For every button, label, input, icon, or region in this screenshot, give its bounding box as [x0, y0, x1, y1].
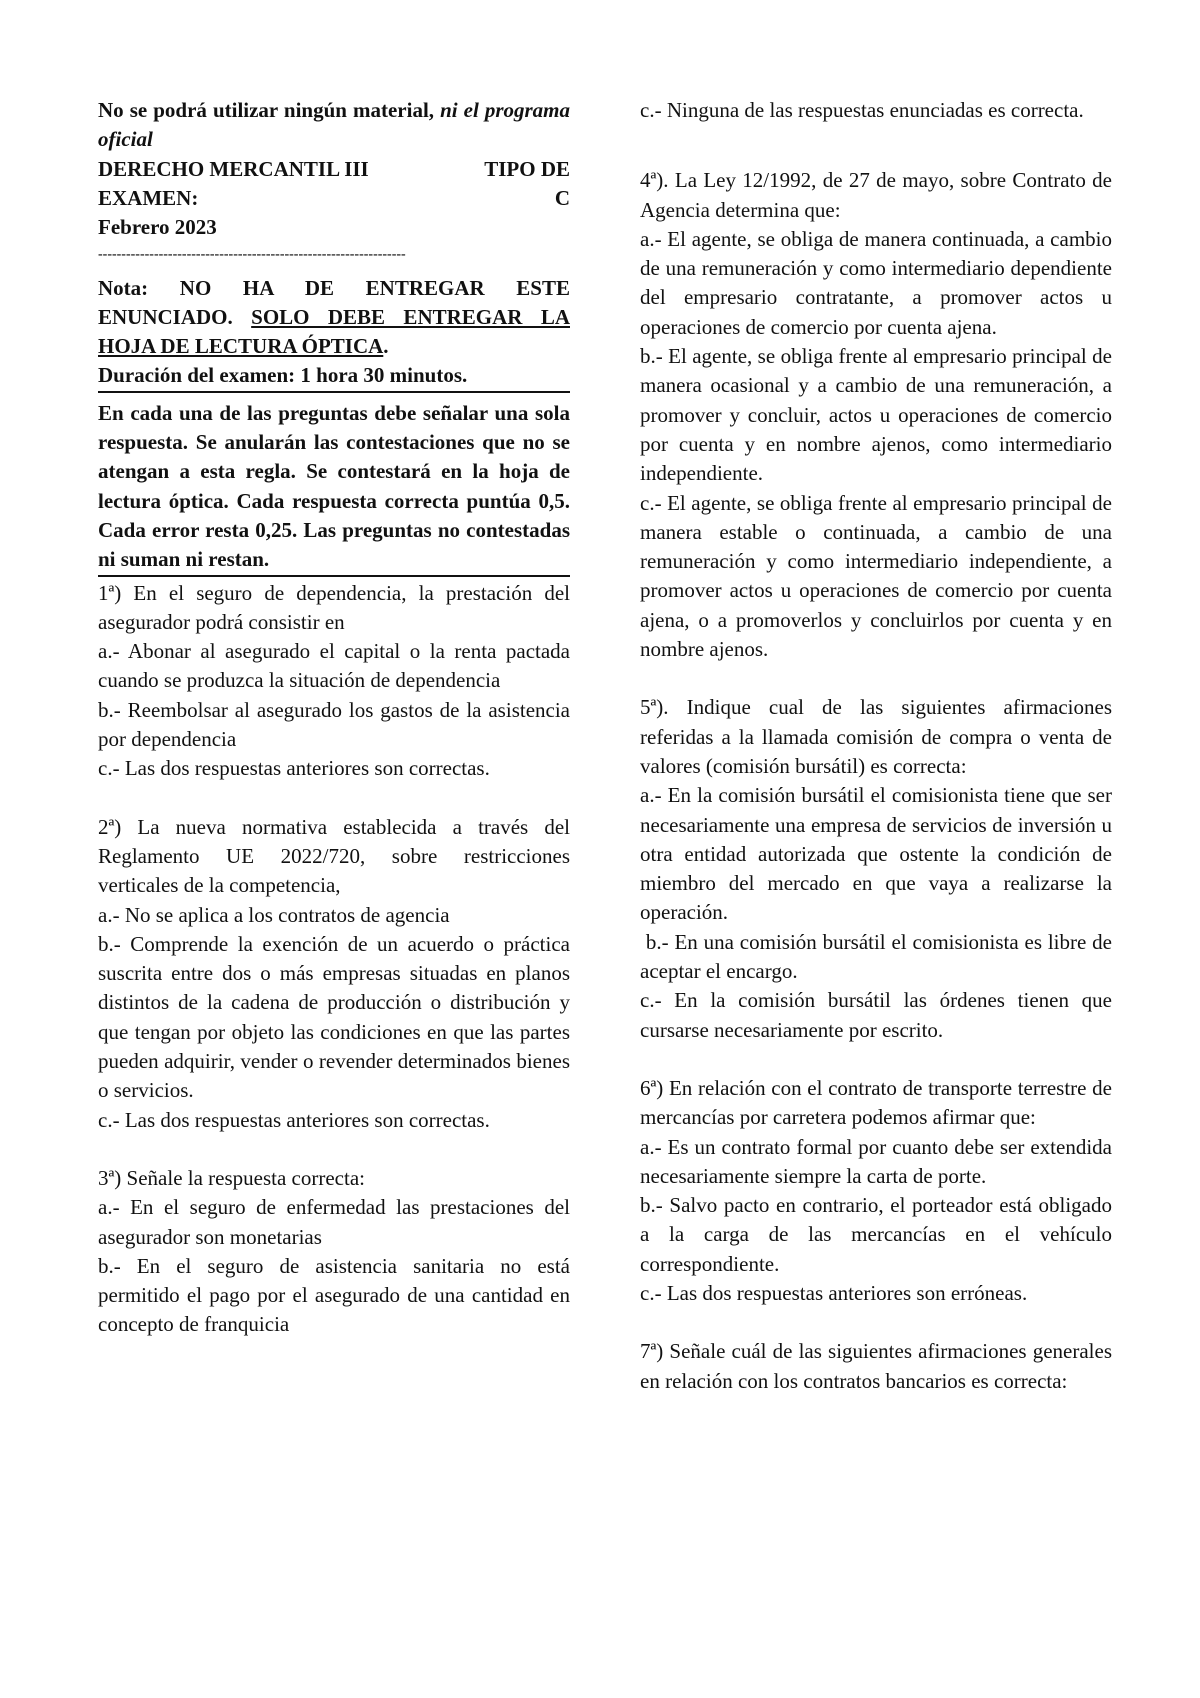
question-stem: 5ª). Indique cual de las siguientes afirmaciones referidas a la llamada comisión de compra o venta de valores (comisión bursátil) es correcta: — [640, 695, 1112, 778]
question-stem: 1ª) En el seguro de dependencia, la prestación del asegurador podrá consistir en — [98, 580, 570, 634]
nota-underlined: SOLO DEBE ENTREGAR LA HOJA DE LECTURA ÓPTICA — [98, 305, 570, 359]
right-column — [640, 96, 1118, 1396]
question-stem: 3ª) Señale la respuesta correcta: — [98, 1165, 365, 1190]
question-stem: 7ª) Señale cuál de las siguientes afirmaciones generales en relación con los contratos bancarios es correcta: — [640, 1339, 1112, 1393]
nota-block — [98, 274, 570, 361]
exam-type-value: C — [554, 185, 570, 210]
course-row — [98, 155, 570, 184]
answer-option: c.- Las dos respuestas anteriores son correctas. — [98, 756, 490, 781]
answer-option: a.- En el seguro de enfermedad las prestaciones del asegurador son monetarias — [98, 1195, 570, 1249]
question-stem: 4ª). La Ley 12/1992, de 27 de mayo, sobre Contrato de Agencia determina que: — [640, 168, 1112, 222]
question-7 — [640, 1337, 1112, 1396]
answer-option: b.- Reembolsar al asegurado los gastos de la asistencia por dependencia — [98, 697, 570, 752]
exam-type-row — [98, 184, 570, 213]
answer-option: c.- En la comisión bursátil las órdenes tienen que cursarse necesariamente por escrito. — [640, 988, 1112, 1042]
left-column — [98, 96, 570, 1340]
question-5 — [640, 693, 1118, 1045]
separator-line: ------------------------------------------------------------------ — [98, 247, 406, 263]
question-2 — [98, 813, 570, 1135]
nota-prefix: Nota: NO HA DE ENTREGAR ESTE ENUNCIADO. — [98, 276, 570, 330]
course-title: DERECHO MERCANTIL III — [98, 156, 369, 181]
answer-option: b.- Comprende la exención de un acuerdo o práctica suscrita entre dos o más empresas situadas en planos distintos de la cadena de producción o distribución y que tengan por objeto las condiciones en que las partes pueden adquirir, vender o revender determinados bienes o servicios. — [98, 931, 570, 1103]
nota-suffix: . — [383, 334, 389, 359]
answer-option: b.- En una comisión bursátil el comisionista es libre de aceptar el encargo. — [640, 929, 1118, 984]
answer-option: c.- Las dos respuestas anteriores son correctas. — [98, 1107, 490, 1132]
question-3 — [98, 1164, 570, 1340]
answer-option: b.- El agente, se obliga frente al empresario principal de manera ocasional y a cambio de una remuneración, a promover y concluir, actos u operaciones de comercio por cuenta y en nombre ajenos, como intermediario independiente. — [640, 344, 1112, 486]
answer-option: a.- Es un contrato formal por cuanto debe ser extendida necesariamente siempre la carta de porte. — [640, 1134, 1112, 1188]
instructions: En cada una de las preguntas debe señalar una sola respuesta. Se anularán las contestaciones que no se atengan a esta regla. Se contestará en la hoja de lectura óptica. Cada respuesta correcta puntúa 0,5. Cada error resta 0,25. Las preguntas no contestadas ni suman ni restan. — [98, 399, 570, 577]
answer-option: c.- Ninguna de las respuestas enunciadas es correcta. — [640, 98, 1084, 122]
examen-label: EXAMEN: — [98, 185, 199, 210]
answer-option: c.- Las dos respuestas anteriores son erróneas. — [640, 1280, 1028, 1305]
answer-option: a.- No se aplica a los contratos de agencia — [98, 902, 450, 927]
answer-option: c.- El agente, se obliga frente al empresario principal de manera estable o continuada, a cambio de una remuneración y como intermediario independiente, a promover actos u operaciones de comercio por cuenta ajena, o a promoverlos y concluirlos por cuenta y en nombre ajenos. — [640, 490, 1112, 662]
exam-duration: Duración del examen: 1 hora 30 minutos. — [98, 361, 570, 392]
question-4 — [640, 166, 1112, 664]
answer-option: b.- En el seguro de asistencia sanitaria no está permitido el pago por el asegurado de una cantidad en concepto de franquicia — [98, 1253, 570, 1337]
question-stem: 6ª) En relación con el contrato de transporte terrestre de mercancías por carretera podemos afirmar que: — [640, 1075, 1112, 1130]
answer-option: a.- El agente, se obliga de manera continuada, a cambio de una remuneración y como intermediario dependiente del empresario contratante, a promover actos u operaciones de comercio por cuenta ajena. — [640, 226, 1112, 339]
answer-option: a.- En la comisión bursátil el comisionista tiene que ser necesariamente una empresa de servicios de inversión u otra entidad autorizada que ostente la condición de miembro del mercado en que vaya a realizarse la operación. — [640, 783, 1112, 925]
question-stem: 2ª) La nueva normativa establecida a través del Reglamento UE 2022/720, sobre restricciones verticales de la competencia, — [98, 814, 570, 898]
answer-option: a.- Abonar al asegurado el capital o la renta pactada cuando se produzca la situación de dependencia — [98, 639, 570, 693]
question-6 — [640, 1074, 1112, 1308]
materials-notice — [98, 96, 570, 155]
answer-option: b.- Salvo pacto en contrario, el porteador está obligado a la carga de las mercancías en el vehículo correspondiente. — [640, 1193, 1112, 1276]
exam-date: Febrero 2023 — [98, 215, 217, 240]
tipo-label: TIPO DE — [484, 156, 570, 181]
question-1 — [98, 579, 570, 784]
materials-notice-bold: No se podrá utilizar ningún material, — [98, 98, 435, 122]
materials-notice-italic: ni el programa oficial — [98, 98, 571, 152]
